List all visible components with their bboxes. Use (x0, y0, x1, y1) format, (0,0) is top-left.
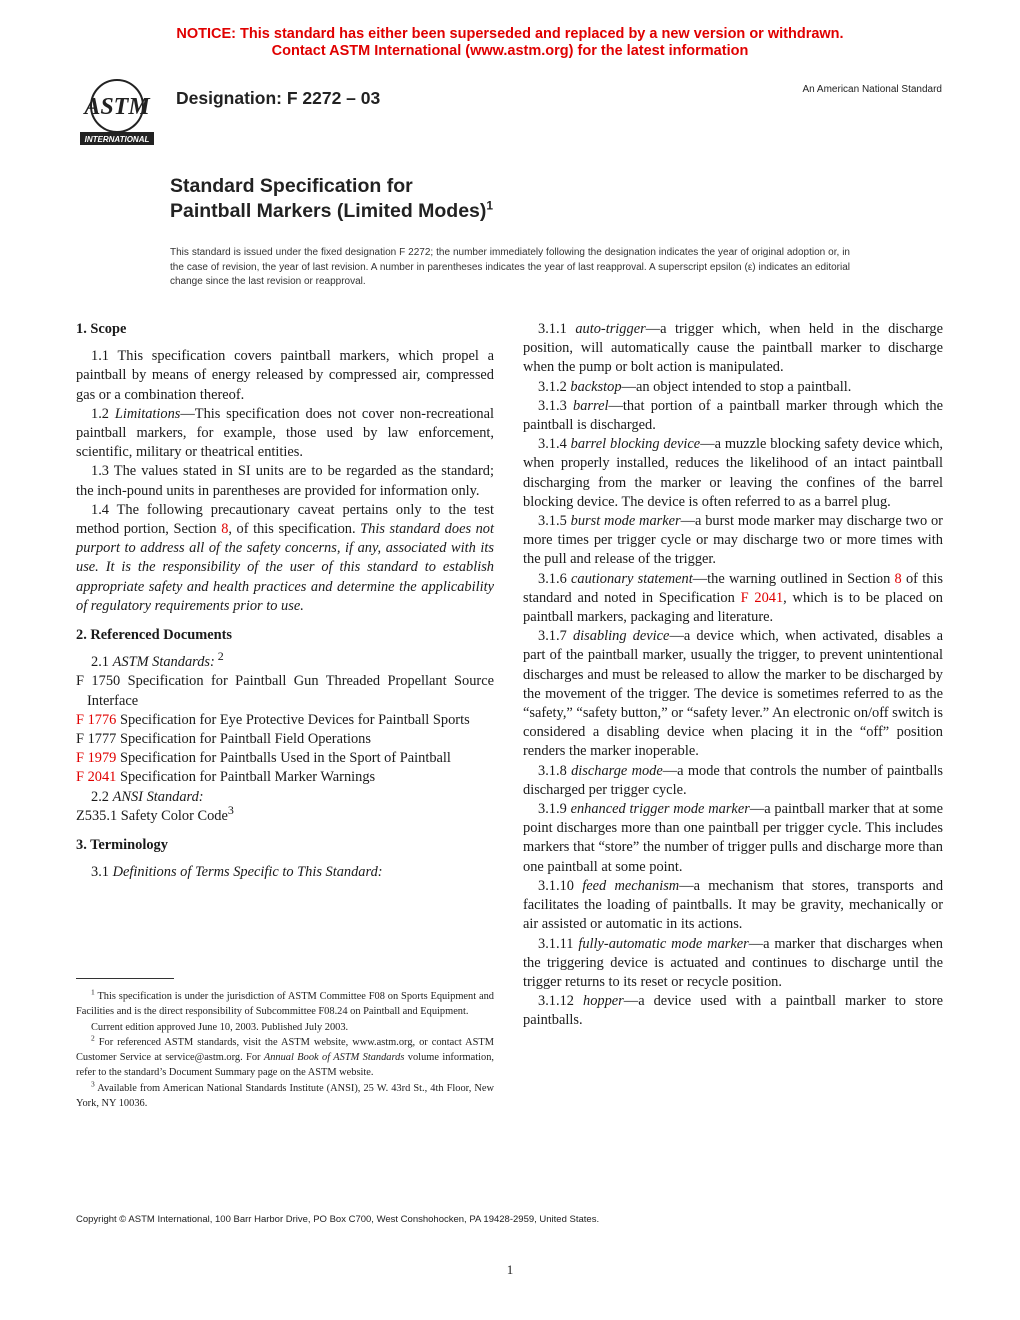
astm-logo-icon (76, 76, 158, 148)
section-heading-terminology: 3. Terminology (76, 837, 168, 854)
right-column (523, 320, 943, 1031)
paragraph-1-1: 1.1 This specification covers paintball markers, which propel a paintball by means of energy released by compressed air, compressed gas or a combination thereof. (76, 348, 494, 403)
definition-backstop: 3.1.2 backstop—an object intended to stop a paintball. (538, 378, 852, 395)
page-number: 1 (506, 1262, 514, 1277)
logo-subtext: INTERNATIONAL (84, 135, 150, 144)
definition-disabling-device: 3.1.7 disabling device—a device which, when activated, disables a part of the paintball marker, usually the trigger, to prevent unintentional discharges and must be released to allow the marker to be discharged by the movement of the trigger. The device is sometimes referred to as the “safety,” “safety button,” or “safety lever.” An electronic on/off switch is considered a disabling device when placing it in the “off” position renders the marker inoperable. (523, 628, 943, 760)
notice-line-1: NOTICE: This standard has either been superseded and replaced by a new version or withdrawn. (176, 26, 844, 42)
reference-f1776: F 1776 Specification for Eye Protective Devices for Paintball Sports (76, 711, 470, 728)
footnotes (76, 989, 494, 1111)
national-standard-label: An American National Standard (802, 84, 942, 95)
paragraph-1-4: 1.4 The following precautionary caveat pertains only to the test method portion, Section 8, of this specification. This standard does not purport to address all of the safety concerns, if any, associated with its use. It is the responsibility of the user of this standard to establish appropriate safety and health practices and determine the applicability of regulatory requirements prior to use. (76, 501, 495, 614)
reference-f1750: F 1750 Specification for Paintball Gun Threaded Propellant Source Interface (76, 673, 495, 709)
paragraph-2-2: 2.2 ANSI Standard: (91, 788, 204, 805)
definition-barrel: 3.1.3 barrel—that portion of a paintball marker through which the paintball is discharged. (523, 397, 943, 434)
title-line-2: Paintball Markers (Limited Modes)$^1$ (170, 198, 494, 222)
f1979-link[interactable]: F 1979 (76, 750, 117, 767)
paragraph-1-2: 1.2 Limitations—This specification does not cover non-recreational paintball markers, for example, those used by law enforcement, scientific, military or theatrical entities. (76, 405, 494, 461)
footnote-rule (76, 978, 174, 979)
supersession-notice (0, 26, 1020, 60)
logo-text: ASTM (84, 94, 150, 120)
reference-f1777: F 1777 Specification for Paintball Field Operations (76, 731, 371, 748)
reference-f1979: F 1979 Specification for Paintballs Used in the Sport of Paintball (76, 750, 451, 767)
section-8-link[interactable]: 8 (221, 521, 229, 538)
title-line-1: Standard Specification for (170, 175, 413, 197)
document-title (170, 174, 493, 224)
footnote-2: $^2$ For referenced ASTM standards, visit the ASTM website, www.astm.org, or contact ASTM Customer Service at service@astm.org. For Annual Book of ASTM Standards volume information, refer to the standard’s Document Summary page on the ASTM website. (76, 1033, 494, 1079)
notice-line-2: Contact ASTM International (www.astm.org) for the latest information (271, 43, 749, 59)
f1776-link[interactable]: F 1776 (76, 711, 117, 728)
footnote-1: $^1$ This specification is under the jurisdiction of ASTM Committee F08 on Sports Equipment and Facilities and is the direct responsibility of Subcommittee F08.24 on Paintball and Equipment. (76, 987, 494, 1018)
section-heading-scope: 1. Scope (76, 321, 127, 337)
designation: Designation: F 2272 – 03 (176, 88, 381, 108)
paragraph-3-1: 3.1 Definitions of Terms Specific to This Standard: (91, 864, 383, 881)
title-footnote-mark: 1 (486, 198, 494, 213)
definition-auto-trigger: 3.1.1 auto-trigger—a trigger which, when held in the discharge position, will automatically cause the paintball marker to discharge when the pump or bolt action is manipulated. (523, 321, 943, 376)
definition-feed-mechanism: 3.1.10 feed mechanism—a mechanism that stores, transports and facilitates the loading of paintballs. It may be gravity, mechanically or air assisted or automatic in its actions. (523, 877, 944, 933)
footnote-1-edition: Current edition approved June 10, 2003. Published July 2003. (91, 1021, 349, 1033)
definition-fully-automatic-mode-marker: 3.1.11 fully-automatic mode marker—a marker that discharges when the triggering device is actuated and continues to discharge until the trigger returns to its reset or recycle position. (523, 935, 944, 990)
reference-f2041: F 2041 Specification for Paintball Marker Warnings (76, 769, 376, 786)
paragraph-1-3: 1.3 The values stated in SI units are to be regarded as the standard; the inch-pound units in parentheses are provided for information only. (76, 463, 494, 499)
issue-statement: This standard is issued under the fixed designation F 2272; the number immediately following the designation indicates the year of original adoption or, in the case of revision, the year of last revision. A number in parentheses indicates the year of last reapproval. A superscript epsilon (ε) indicates an editorial change since the last revision or reapproval. (170, 247, 850, 287)
definition-hopper: 3.1.12 hopper—a device used with a paintball marker to store paintballs. (523, 993, 943, 1029)
definition-discharge-mode: 3.1.8 discharge mode—a mode that controls the number of paintballs discharged per trigger cycle. (523, 762, 943, 798)
footnote-3: $^3$ Available from American National Standards Institute (ANSI), 25 W. 43rd St., 4th Floor, New York, NY 10036. (76, 1079, 494, 1110)
copyright-notice: Copyright © ASTM International, 100 Barr Harbor Drive, PO Box C700, West Conshohocken, PA 19428-2959, United States. (76, 1214, 600, 1225)
definition-barrel-blocking-device: 3.1.4 barrel blocking device—a muzzle blocking safety device which, when properly installed, reduces the likelihood of an intact paintball discharging from the marker or leaving the confines of the barrel blocking device. The device is often referred to as a barrel plug. (523, 436, 943, 510)
left-column (76, 320, 494, 882)
f2041-link-2[interactable]: F 2041 (740, 589, 784, 606)
definition-cautionary-statement: 3.1.6 cautionary statement—the warning outlined in Section 8 of this standard and noted in Specification F 2041, which is to be placed on paintball markers, packaging and literature. (523, 570, 943, 626)
definition-burst-mode-marker: 3.1.5 burst mode marker—a burst mode marker may discharge two or more times per trigger cycle or may discharge two or more times with the pull and release of the trigger. (523, 513, 943, 568)
section-heading-referenced-documents: 2. Referenced Documents (76, 627, 232, 644)
f2041-link[interactable]: F 2041 (76, 769, 117, 786)
definition-enhanced-trigger-mode-marker: 3.1.9 enhanced trigger mode marker—a paintball marker that at some point discharges more than one paintball per trigger cycle. This includes markers that “store” the number of trigger pulls and discharge more than one paintball at some point. (523, 801, 943, 875)
section-8-link-2[interactable]: 8 (894, 570, 902, 587)
reference-z535: Z535.1 Safety Color Code$^3$ (76, 803, 234, 824)
paragraph-2-1: 2.1 ASTM Standards: $^2$ (91, 649, 224, 671)
